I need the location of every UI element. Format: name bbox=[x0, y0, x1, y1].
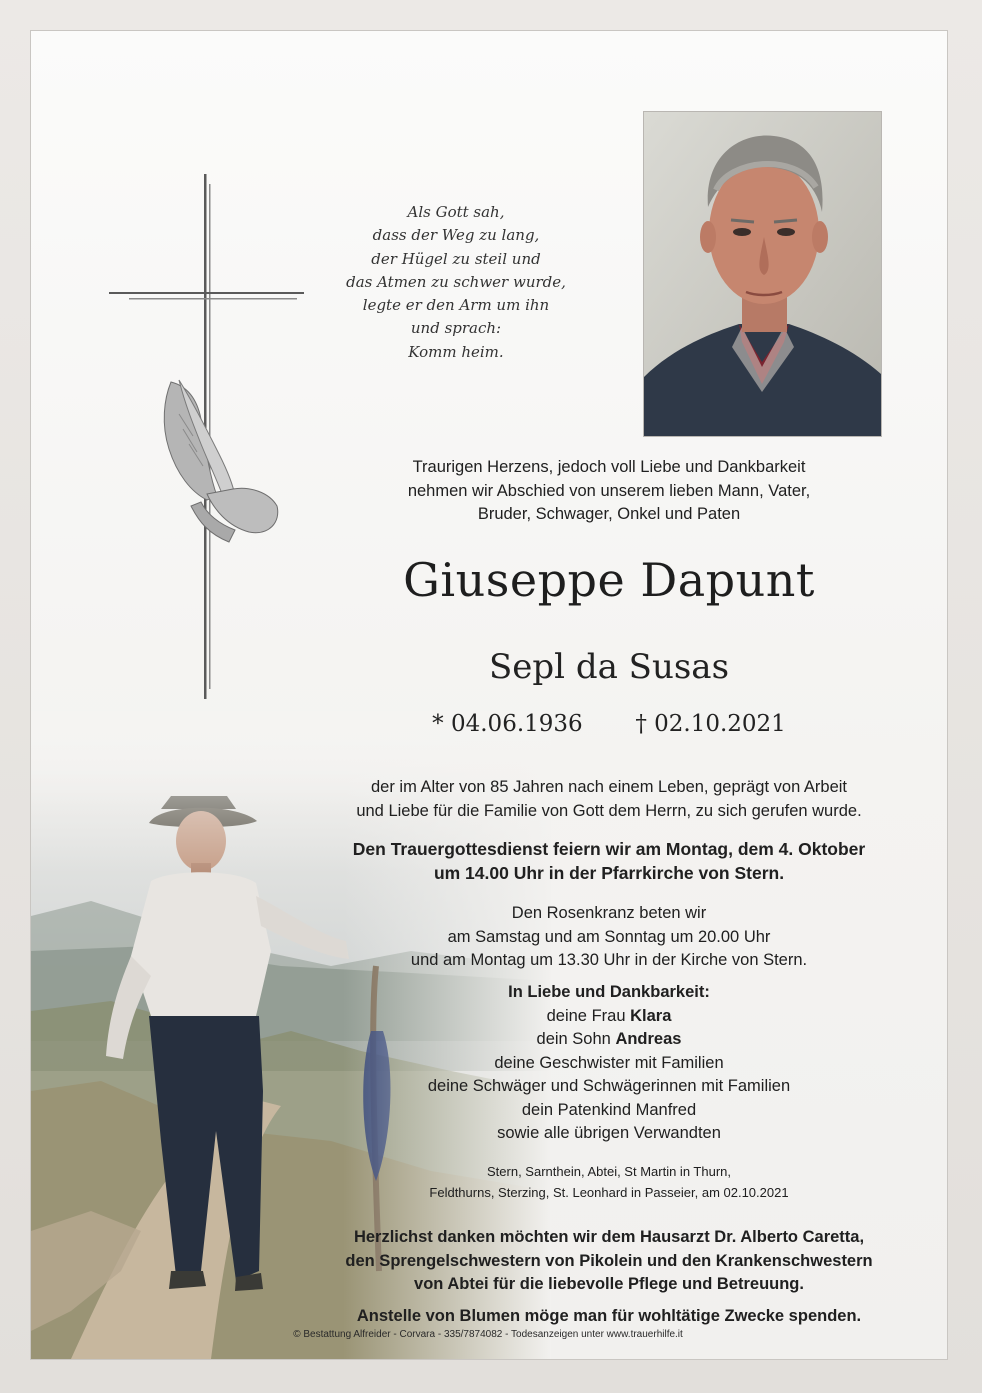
poem-line: das Atmen zu schwer wurde, bbox=[346, 272, 566, 291]
poem-line: Als Gott sah, bbox=[407, 203, 505, 221]
death-symbol: † bbox=[635, 711, 647, 737]
intro-text bbox=[281, 456, 937, 527]
thanks-line: den Sprengelschwestern von Pikolein und den Krankenschwestern bbox=[345, 1251, 873, 1270]
mourner-line: deine Schwäger und Schwägerinnen mit Familien bbox=[427, 1077, 791, 1095]
thanks-text bbox=[281, 1226, 937, 1297]
thanks-line: Herzlichst danken möchten wir dem Hausarzt Dr. Alberto Caretta, bbox=[353, 1228, 865, 1246]
praying-hands-icon bbox=[164, 380, 278, 542]
flowers-text bbox=[281, 1305, 937, 1329]
deceased-name: Giuseppe Dapunt bbox=[403, 553, 815, 607]
flowers-line: Anstelle von Blumen möge man für wohltätige Zwecke spenden. bbox=[356, 1307, 862, 1325]
portrait-photo bbox=[643, 111, 882, 437]
places-line: Feldthurns, Sterzing, St. Leonhard in Passeier, am 02.10.2021 bbox=[429, 1185, 789, 1200]
wife-prefix: deine Frau bbox=[546, 1006, 626, 1025]
life-text bbox=[281, 776, 937, 823]
poem-line: Komm heim. bbox=[408, 342, 504, 361]
death-date: 02.10.2021 bbox=[654, 711, 786, 737]
poem bbox=[321, 201, 591, 364]
deceased-nickname: Sepl da Susas bbox=[488, 647, 730, 687]
wife-name: Klara bbox=[630, 1006, 672, 1025]
thanks-line: von Abtei für die liebevolle Pflege und Betreuung. bbox=[414, 1275, 804, 1293]
cross-icon bbox=[109, 174, 309, 699]
poem-line: legte er den Arm um ihn bbox=[362, 296, 550, 315]
mourners-list bbox=[281, 981, 937, 1146]
mourner-wife bbox=[281, 1005, 937, 1029]
birth-date: 04.06.1936 bbox=[450, 711, 583, 737]
mourner-son bbox=[281, 1028, 937, 1052]
rosary-line: und am Montag um 13.30 Uhr in der Kirche von Stern. bbox=[410, 951, 808, 969]
life-line: der im Alter von 85 Jahren nach einem Leben, geprägt von Arbeit bbox=[370, 778, 848, 796]
service-line: Den Trauergottesdienst feiern wir am Montag, dem 4. Oktober bbox=[352, 839, 866, 859]
obituary-card bbox=[30, 30, 948, 1360]
rosary-line: Den Rosenkranz beten wir bbox=[511, 904, 707, 922]
service-line: um 14.00 Uhr in der Pfarrkirche von Stern. bbox=[433, 863, 785, 883]
intro-line: Bruder, Schwager, Onkel und Paten bbox=[477, 505, 741, 523]
life-line: und Liebe für die Familie von Gott dem Herrn, zu sich gerufen wurde. bbox=[356, 801, 862, 820]
poem-line: dass der Weg zu lang, bbox=[372, 226, 540, 245]
footer-credit: © Bestattung Alfreider - Corvara - 335/7874082 - Todesanzeigen unter www.trauerhilfe.it bbox=[293, 1329, 683, 1340]
rosary-text bbox=[281, 902, 937, 973]
mourner-line: sowie alle übrigen Verwandten bbox=[497, 1124, 721, 1142]
mourner-line: deine Geschwister mit Familien bbox=[494, 1053, 724, 1072]
son-prefix: dein Sohn bbox=[536, 1030, 611, 1048]
birth-symbol: * bbox=[432, 711, 444, 737]
places-text bbox=[281, 1161, 937, 1203]
rosary-line: am Samstag und am Sonntag um 20.00 Uhr bbox=[447, 927, 771, 946]
poem-line: der Hügel zu steil und bbox=[371, 249, 541, 268]
places-line: Stern, Sarnthein, Abtei, St Martin in Thurn, bbox=[487, 1164, 731, 1179]
intro-line: nehmen wir Abschied von unserem lieben Mann, Vater, bbox=[407, 481, 811, 500]
mourners-heading: In Liebe und Dankbarkeit: bbox=[508, 983, 710, 1001]
intro-line: Traurigen Herzens, jedoch voll Liebe und Dankbarkeit bbox=[412, 458, 806, 476]
poem-line: und sprach: bbox=[410, 319, 502, 338]
service-text bbox=[281, 837, 937, 885]
son-name: Andreas bbox=[615, 1030, 682, 1048]
mourner-line: dein Patenkind Manfred bbox=[521, 1100, 697, 1119]
life-dates bbox=[281, 711, 937, 737]
